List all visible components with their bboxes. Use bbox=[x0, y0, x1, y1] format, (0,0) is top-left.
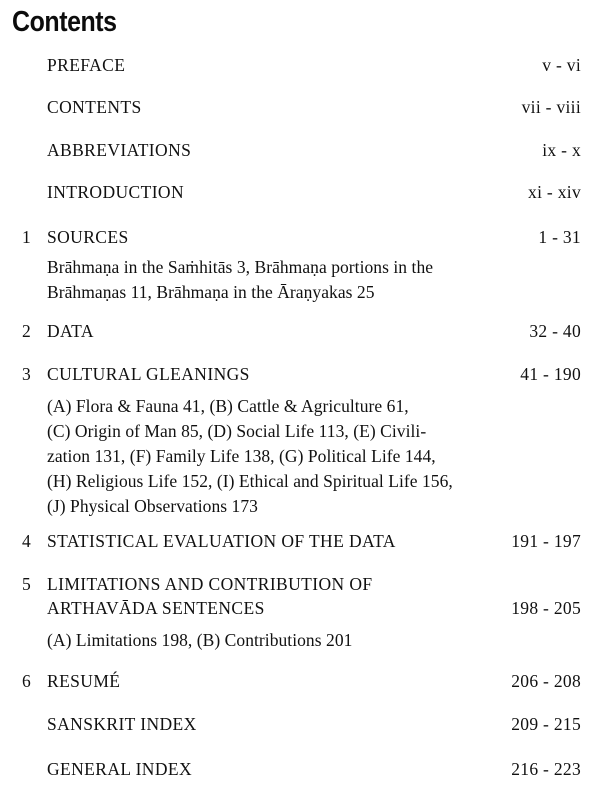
toc-entry-number: 6 bbox=[22, 671, 32, 691]
toc-entry-pages: 1 - 31 bbox=[538, 227, 581, 247]
toc-entry-pages: 32 - 40 bbox=[529, 321, 581, 341]
toc-entry-label: GENERAL INDEX bbox=[47, 759, 193, 779]
toc-entry-pages: v - vi bbox=[542, 55, 581, 75]
toc-entry-abbreviations[interactable] bbox=[0, 140, 600, 166]
toc-entry-label: DATA bbox=[47, 321, 94, 341]
toc-entry-general-index[interactable] bbox=[0, 759, 600, 785]
toc-entry-label: LIMITATIONS AND CONTRIBUTION OF bbox=[47, 574, 373, 594]
toc-entry-subtopics bbox=[47, 255, 587, 305]
toc-entry-label: CULTURAL GLEANINGS bbox=[47, 364, 250, 384]
subtopic-line: (A) Limitations 198, (B) Contributions 201 bbox=[47, 630, 353, 650]
toc-entry-limitations[interactable] bbox=[0, 574, 600, 600]
toc-entry-number: 3 bbox=[22, 364, 32, 384]
toc-entry-label: ABBREVIATIONS bbox=[47, 140, 192, 160]
toc-entry-label-line2: ARTHAVĀDA SENTENCES bbox=[47, 598, 265, 618]
toc-entry-pages: vii - viii bbox=[521, 97, 581, 117]
subtopic-line: (H) Religious Life 152, (I) Ethical and Spiritual Life 156, bbox=[47, 471, 453, 491]
toc-entry-label: RESUMÉ bbox=[47, 671, 121, 691]
toc-entry-pages: 198 - 205 bbox=[511, 598, 581, 618]
toc-entry-pages: 41 - 190 bbox=[520, 364, 581, 384]
toc-entry-sources[interactable] bbox=[0, 227, 600, 253]
toc-entry-pages: xi - xiv bbox=[528, 182, 581, 202]
toc-entry-pages: 209 - 215 bbox=[511, 714, 581, 734]
toc-entry-sanskrit-index[interactable] bbox=[0, 714, 600, 740]
toc-entry-introduction[interactable] bbox=[0, 182, 600, 208]
toc-entry-label: STATISTICAL EVALUATION OF THE DATA bbox=[47, 531, 396, 551]
toc-entry-subtopics bbox=[47, 394, 587, 519]
toc-entry-number: 5 bbox=[22, 574, 32, 594]
toc-entry-data[interactable] bbox=[0, 321, 600, 347]
subtopic-line: Brāhmaṇas 11, Brāhmaṇa in the Āraṇyakas 25 bbox=[47, 282, 375, 302]
toc-entry-pages: 206 - 208 bbox=[511, 671, 581, 691]
toc-entry-preface[interactable] bbox=[0, 55, 600, 81]
toc-entry-label: PREFACE bbox=[47, 55, 126, 75]
subtopic-line: zation 131, (F) Family Life 138, (G) Political Life 144, bbox=[47, 446, 436, 466]
toc-entry-number: 2 bbox=[22, 321, 32, 341]
subtopic-line: Brāhmaṇa in the Saṁhitās 3, Brāhmaṇa portions in the bbox=[47, 257, 434, 277]
toc-entry-subtopics bbox=[47, 628, 587, 653]
toc-entry-label: CONTENTS bbox=[47, 97, 142, 117]
toc-entry-resume[interactable] bbox=[0, 671, 600, 697]
toc-entry-contents[interactable] bbox=[0, 97, 600, 123]
subtopic-line: (J) Physical Observations 173 bbox=[47, 496, 258, 516]
toc-entry-pages: 191 - 197 bbox=[511, 531, 581, 551]
toc-entry-number: 1 bbox=[22, 227, 32, 247]
toc-entry-pages: 216 - 223 bbox=[511, 759, 581, 779]
toc-entry-limitations-cont[interactable] bbox=[0, 598, 600, 624]
page-title: Contents bbox=[12, 6, 117, 38]
toc-entry-cultural-gleanings[interactable] bbox=[0, 364, 600, 390]
subtopic-line: (A) Flora & Fauna 41, (B) Cattle & Agriculture 61, bbox=[47, 396, 409, 416]
toc-entry-label: SOURCES bbox=[47, 227, 129, 247]
toc-entry-statistical-evaluation[interactable] bbox=[0, 531, 600, 557]
subtopic-line: (C) Origin of Man 85, (D) Social Life 113, (E) Civili- bbox=[47, 421, 427, 441]
toc-entry-label: SANSKRIT INDEX bbox=[47, 714, 197, 734]
toc-entry-pages: ix - x bbox=[542, 140, 581, 160]
toc-entry-number: 4 bbox=[22, 531, 32, 551]
toc-entry-label: INTRODUCTION bbox=[47, 182, 185, 202]
